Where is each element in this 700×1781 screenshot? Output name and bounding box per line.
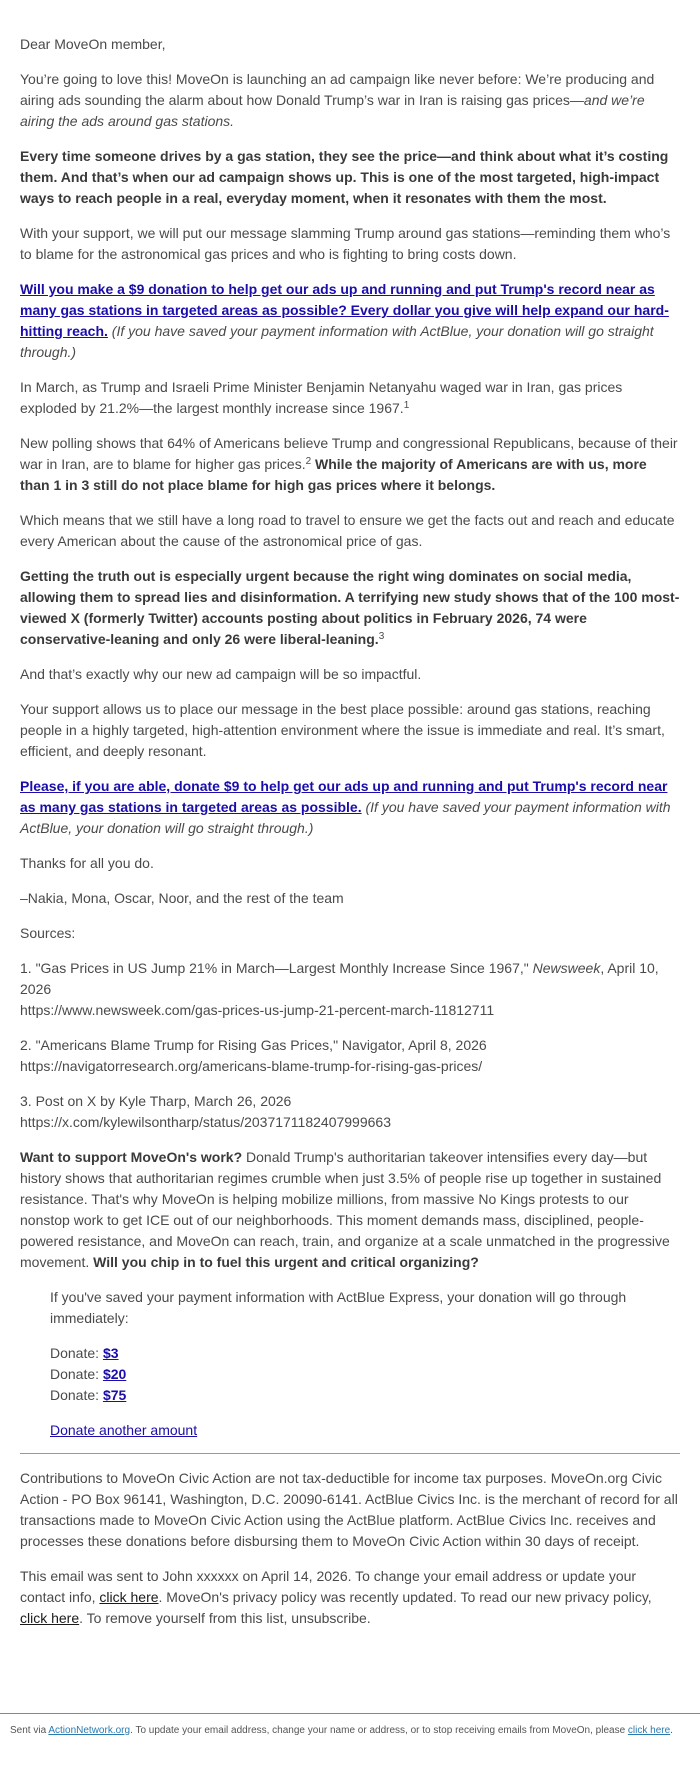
social-media-bold: Getting the truth out is especially urgent because the right wing dominates on social media, allowing them to spread lies and disinformation. A terrifying new study shows that of the 100 most-viewed X (formerly Twitter) accounts posting about politics in February 2026, 74 were conservative-leaning and only 26 were liberal-leaning. xyxy=(20,568,680,647)
intro-italic: and we’re airing the ads around gas stations. xyxy=(20,92,645,129)
donate-label: Donate: xyxy=(50,1366,103,1382)
donate-3-button[interactable]: $3 xyxy=(102,1345,119,1361)
donation-block xyxy=(50,1287,680,1441)
donate-label: Donate: xyxy=(50,1387,103,1403)
source-3-title: 3. Post on X by Kyle Tharp, March 26, 2026 xyxy=(20,1093,292,1109)
support-close: Will you chip in to fuel this urgent and critical organizing? xyxy=(93,1254,479,1270)
source-item xyxy=(20,958,680,1021)
sent-text-2: . MoveOn's privacy policy was recently updated. To read our new privacy policy, xyxy=(158,1589,652,1605)
source-1-url: https://www.newsweek.com/gas-prices-us-jump-21-percent-march-11812711 xyxy=(20,1002,495,1018)
source-1-title: 1. "Gas Prices in US Jump 21% in March—Largest Monthly Increase Since 1967," xyxy=(20,960,533,976)
source-item xyxy=(20,1091,680,1133)
intro-paragraph xyxy=(20,69,680,132)
support-body: Donald Trump's authoritarian takeover intensifies every day—but history shows that authoritarian regimes crumble when just 3.5% of people rise up together in sustained resistance. That's why MoveOn is helping mobilize millions, from massive No Kings protests to our nonstop work to get ICE out of our neighborhoods. This moment demands mass, disciplined, people-powered resistance, and MoveOn can reach, train, and organize at a scale unmatched in the progressive movement. xyxy=(20,1149,670,1270)
update-contact-link[interactable]: click here xyxy=(99,1589,159,1605)
polling-paragraph xyxy=(20,433,680,496)
long-road-paragraph: Which means that we still have a long road to travel to ensure we get the facts out and reach and educate every American about the cause of the astronomical price of gas. xyxy=(20,512,675,549)
signoff: –Nakia, Mona, Oscar, Noor, and the rest of the team xyxy=(20,890,344,906)
support-lead: Want to support MoveOn's work? xyxy=(20,1149,243,1165)
sent-text-1: This email was sent to John xxxxxx on April 14, 2026. To change your email address or update your contact info, xyxy=(20,1568,637,1605)
donate-75-button[interactable]: $75 xyxy=(102,1387,127,1403)
footer-text-1: Sent via xyxy=(10,1725,49,1736)
source-2-title: 2. "Americans Blame Trump for Rising Gas Prices," Navigator, April 8, 2026 xyxy=(20,1037,487,1053)
footer-text-3: . xyxy=(670,1725,673,1736)
donate-label: Donate: xyxy=(50,1345,103,1361)
donation-ask-1 xyxy=(20,279,680,363)
source-item xyxy=(20,1035,680,1077)
donate-row-20 xyxy=(50,1364,680,1385)
actblue-note-1: (If you have saved your payment information with ActBlue, your donation will go straight through.) xyxy=(20,323,654,360)
actblue-note-2: (If you have saved your payment information with ActBlue, your donation will go straight through.) xyxy=(20,799,671,836)
footnote-2: 2 xyxy=(305,456,312,467)
greeting: Dear MoveOn member, xyxy=(20,36,166,52)
footnote-3: 3 xyxy=(378,631,385,642)
donate-other-row xyxy=(50,1420,680,1441)
donate-another-amount-link[interactable]: Donate another amount xyxy=(50,1422,198,1438)
support-message-paragraph: With your support, we will put our message slamming Trump around gas stations—reminding them who’s to blame for the astronomical gas prices and who is fighting to bring costs down. xyxy=(20,225,671,262)
footnote-1: 1 xyxy=(403,400,410,411)
source-3-url: https://x.com/kylewilsontharp/status/2037171182407999663 xyxy=(20,1114,391,1130)
sent-text-3: . To remove yourself from this list, unsubscribe. xyxy=(79,1610,371,1626)
footer-text-2: . To update your email address, change your name or address, or to stop receiving emails from MoveOn, please xyxy=(130,1725,628,1736)
impactful-paragraph: And that’s exactly why our new ad campaign will be so impactful. xyxy=(20,666,422,682)
donate-row-75 xyxy=(50,1385,680,1406)
email-body xyxy=(20,0,680,1643)
sources-label: Sources: xyxy=(20,925,76,941)
thanks: Thanks for all you do. xyxy=(20,855,154,871)
support-moveon-paragraph xyxy=(20,1147,680,1273)
donate-9-link-1[interactable]: Will you make a $9 donation to help get our ads up and running and put Trump's record near as many gas stations in targeted areas as possible? Every dollar you give will help expand our hard-hitting reach. xyxy=(20,281,669,339)
polling-bold: While the majority of Americans are with us, more than 1 in 3 still do not place blame for high gas prices where it belongs. xyxy=(20,456,647,493)
placement-paragraph: Your support allows us to place our message in the best place possible: around gas stations, reaching people in a highly targeted, high-attention environment where the issue is immediate and real. It’s smart, efficient, and deeply resonant. xyxy=(20,701,665,759)
donate-9-link-2[interactable]: Please, if you are able, donate $9 to help get our ads up and running and put Trump's record near as many gas stations in targeted areas as possible. xyxy=(20,778,668,815)
donate-row-3 xyxy=(50,1343,680,1364)
divider xyxy=(20,1453,680,1454)
source-1-date: , April 10, 2026 xyxy=(20,960,659,997)
intro-text: You’re going to love this! MoveOn is launching an ad campaign like never before: We’re producing and airing ads sounding the alarm about how Donald Trump’s war in Iran is raising gas prices— xyxy=(20,71,655,108)
gas-station-paragraph xyxy=(20,146,680,209)
source-1-publication: Newsweek xyxy=(532,960,601,976)
legal-disclaimer: Contributions to MoveOn Civic Action are not tax-deductible for income tax purposes. MoveOn.org Civic Action - PO Box 96141, Washington, D.C. 20090-6141. ActBlue Civics Inc. is the merchant of record for all transactions made to MoveOn Civic Action using the ActBlue platform. ActBlue Civics Inc. receives and processes these donations before disbursing them to MoveOn Civic Action within 30 days of receipt. xyxy=(20,1470,678,1549)
footer-click-here-link[interactable]: click here xyxy=(627,1725,671,1736)
march-prices-paragraph xyxy=(20,377,680,419)
privacy-policy-link[interactable]: click here xyxy=(20,1610,80,1626)
express-note: If you've saved your payment information with ActBlue Express, your donation will go through immediately: xyxy=(50,1289,627,1326)
actionnetwork-link[interactable]: ActionNetwork.org xyxy=(48,1725,131,1736)
polling-text: New polling shows that 64% of Americans believe Trump and congressional Republicans, because of their war in Iran, are to blame for higher gas prices. xyxy=(20,435,678,472)
march-prices-text: In March, as Trump and Israeli Prime Minister Benjamin Netanyahu waged war in Iran, gas prices exploded by 21.2%—the largest monthly increase since 1967. xyxy=(20,379,623,416)
source-2-url: https://navigatorresearch.org/americans-blame-trump-for-rising-gas-prices/ xyxy=(20,1058,483,1074)
gas-station-bold: Every time someone drives by a gas station, they see the price—and think about what it’s costing them. And that’s when our ad campaign shows up. This is one of the most targeted, high-impact ways to reach people in a real, everyday moment, when it resonates with them the most. xyxy=(20,148,669,206)
footer xyxy=(0,1713,700,1738)
donation-ask-2 xyxy=(20,776,680,839)
sent-notice xyxy=(20,1566,680,1629)
social-media-paragraph xyxy=(20,566,680,650)
donate-20-button[interactable]: $20 xyxy=(102,1366,127,1382)
